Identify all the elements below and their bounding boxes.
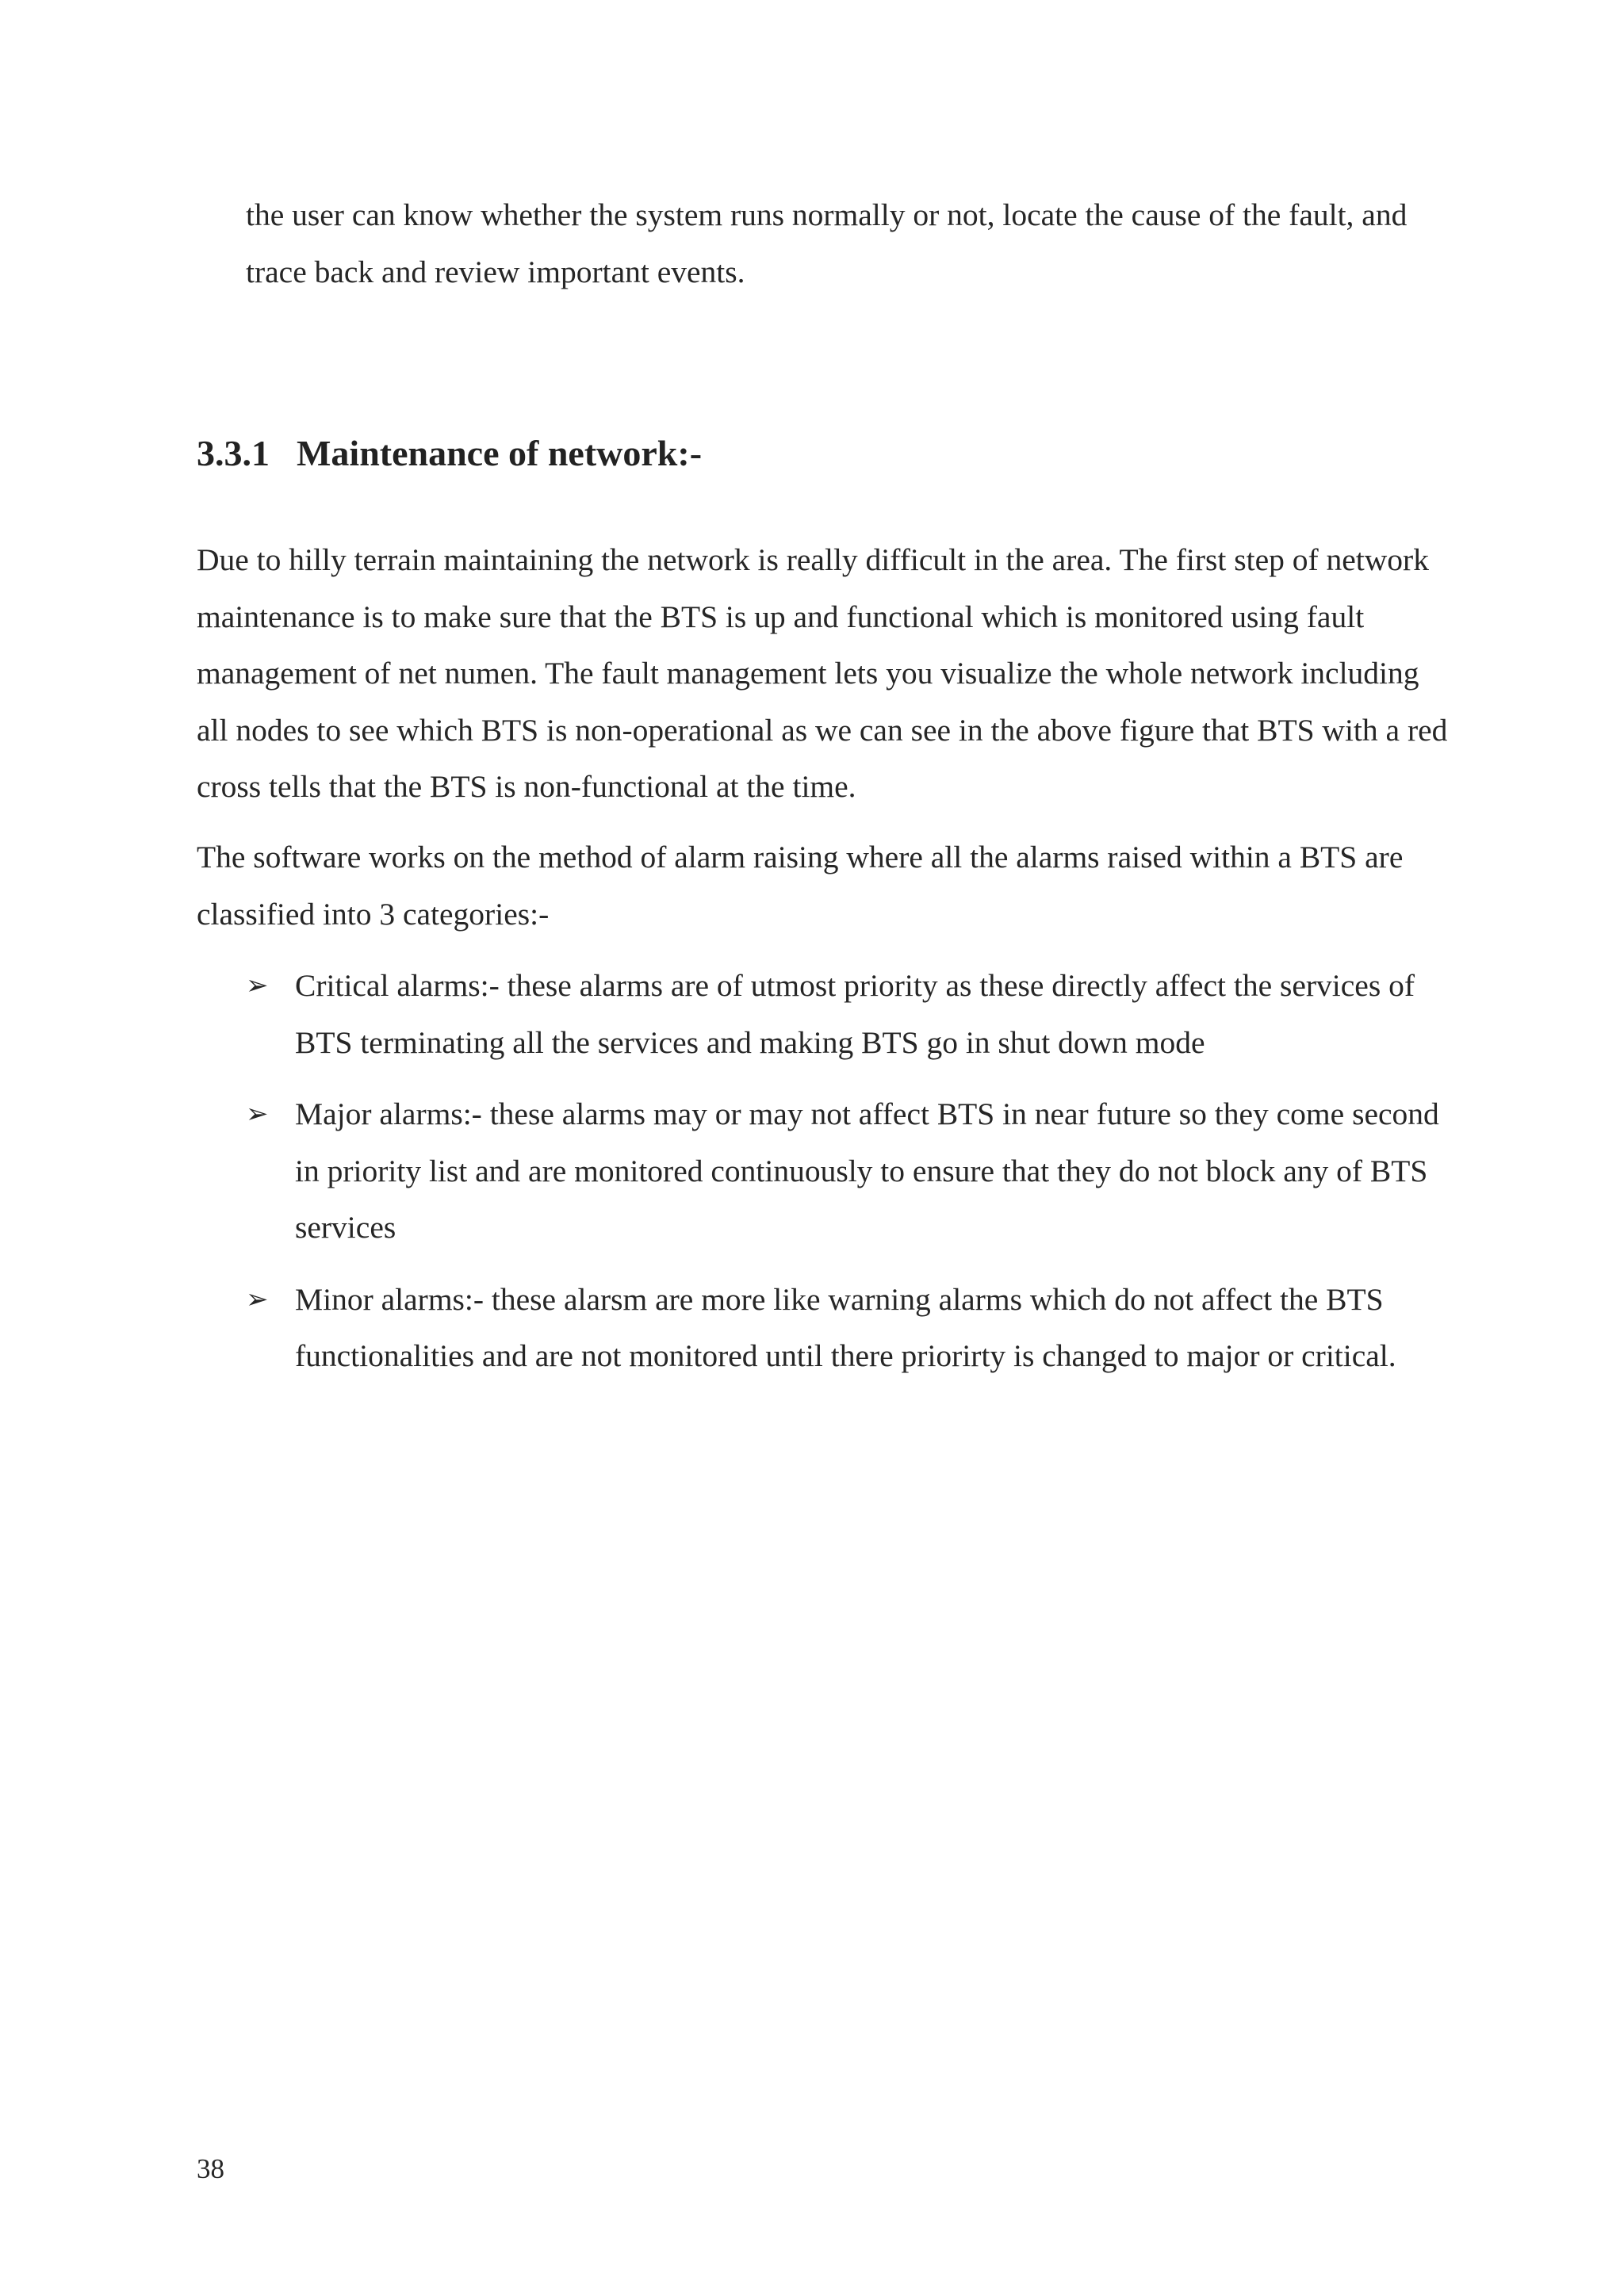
alarm-categories-list <box>197 958 1465 1400</box>
list-item-text: Major alarms:- these alarms may or may not affect BTS in near future so they come second in priority list and are monitored continuously to ensure that they do not block any of BTS services <box>295 1096 1439 1245</box>
list-item-text: Minor alarms:- these alarsm are more like warning alarms which do not affect the BTS functionalities and are not monitored until there priorirty is changed to major or critical. <box>295 1281 1396 1373</box>
section-heading <box>197 428 702 479</box>
list-item <box>197 1086 1465 1257</box>
section-title: Maintenance of network:- <box>297 433 703 473</box>
list-item <box>197 1272 1465 1385</box>
body-paragraph-alarm-method: The software works on the method of alarm raising where all the alarms raised within a BTS are classified into 3 categories:- <box>197 840 1404 932</box>
section-number: 3.3.1 <box>197 433 270 473</box>
page-number: 38 <box>197 2153 224 2184</box>
arrowhead-bullet-icon: ➢ <box>246 1283 269 1315</box>
arrowhead-bullet-icon: ➢ <box>246 1098 269 1130</box>
continuation-paragraph: the user can know whether the system runs normally or not, locate the cause of the fault, and trace back and review important events. <box>246 197 1408 289</box>
list-item-text: Critical alarms:- these alarms are of utmost priority as these directly affect the services of BTS terminating all the services and making BTS go in shut down mode <box>295 968 1415 1060</box>
body-paragraph-maintenance: Due to hilly terrain maintaining the network is really difficult in the area. The first step of network maintenance is to make sure that the BTS is up and functional which is monitored using fault management of net numen. The fault management lets you visualize the whole network including all nodes to see which BTS is non-operational as we can see in the above figure that BTS with a red cross tells that the BTS is non-functional at the time. <box>197 542 1448 804</box>
list-item <box>197 958 1465 1071</box>
arrowhead-bullet-icon: ➢ <box>246 970 269 1001</box>
